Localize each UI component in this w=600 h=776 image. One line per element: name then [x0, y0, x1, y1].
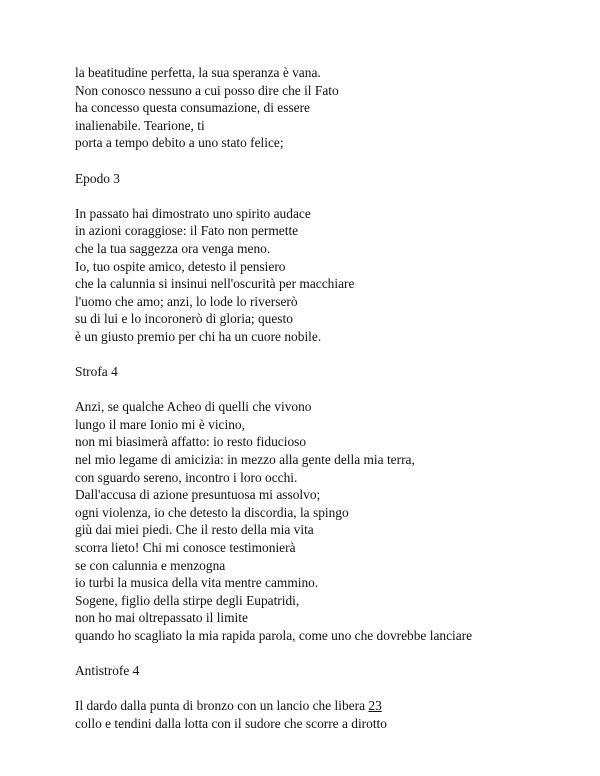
- verse-line: non mi biasimerà affatto: io resto fiducioso: [75, 434, 307, 450]
- verse-line: porta a tempo debito a uno stato felice;: [75, 135, 284, 151]
- verse-line: Non conosco nessuno a cui posso dire che il Fato: [75, 82, 339, 98]
- verse-line: nel mio legame di amicizia: in mezzo alla gente della mia terra,: [75, 452, 415, 468]
- section-heading-epodo-3: Epodo 3: [75, 170, 121, 186]
- verse-text: Il dardo dalla punta di bronzo con un lancio che libera: [75, 698, 369, 714]
- verse-line: su di lui e lo incoronerò di gloria; questo: [75, 311, 293, 327]
- footnote-link-23[interactable]: 23: [368, 698, 382, 714]
- verse-line: che la tua saggezza ora venga meno.: [75, 240, 271, 256]
- verse-line: collo e tendini dalla lotta con il sudore che scorre a dirotto: [75, 715, 387, 731]
- verse-line: scorra lieto! Chi mi conosce testimonierà: [75, 540, 296, 556]
- verse-line: [75, 697, 575, 715]
- verse-line: inalienabile. Tearione, ti: [75, 117, 205, 133]
- verse-line: io turbi la musica della vita mentre cammino.: [75, 575, 319, 591]
- verse-line: se con calunnia e menzogna: [75, 557, 226, 573]
- verse-line: ogni violenza, io che detesto la discordia, la spingo: [75, 504, 349, 520]
- verse-line: Sogene, figlio della stirpe degli Eupatridi,: [75, 592, 300, 608]
- stanza-antistrofe-4: [75, 697, 575, 732]
- verse-line: con sguardo sereno, incontro i loro occhi.: [75, 469, 298, 485]
- verse-line: Anzi, se qualche Acheo di quelli che vivono: [75, 399, 312, 415]
- verse-line: ha concesso questa consumazione, di essere: [75, 100, 310, 116]
- document-page: [75, 64, 575, 733]
- verse-line: è un giusto premio per chi ha un cuore nobile.: [75, 328, 322, 344]
- verse-line: In passato hai dimostrato uno spirito audace: [75, 205, 311, 221]
- verse-line: quando ho scagliato la mia rapida parola, come uno che dovrebbe lanciare: [75, 628, 473, 643]
- section-heading-strofa-4: Strofa 4: [75, 364, 118, 380]
- verse-line: non ho mai oltrepassato il limite: [75, 610, 248, 626]
- verse-line: l'uomo che amo; anzi, lo lode lo riverserò: [75, 293, 298, 309]
- verse-line: giù dai miei piedi. Che il resto della mia vita: [75, 522, 314, 538]
- stanza-strofa-4: [75, 398, 575, 644]
- verse-line: in azioni coraggiose: il Fato non permette: [75, 223, 299, 239]
- verse-line: la beatitudine perfetta, la sua speranza è vana.: [75, 65, 321, 80]
- section-heading-antistrofe-4: Antistrofe 4: [75, 663, 140, 679]
- verse-line: che la calunnia si insinui nell'oscurità per macchiare: [75, 276, 355, 292]
- stanza-1: [75, 64, 575, 152]
- verse-line: lungo il mare Ionio mi è vicino,: [75, 416, 245, 432]
- stanza-epodo-3: [75, 205, 575, 346]
- verse-line: Dall'accusa di azione presuntuosa mi assolvo;: [75, 487, 321, 503]
- verse-line: Io, tuo ospite amico, detesto il pensiero: [75, 258, 286, 274]
